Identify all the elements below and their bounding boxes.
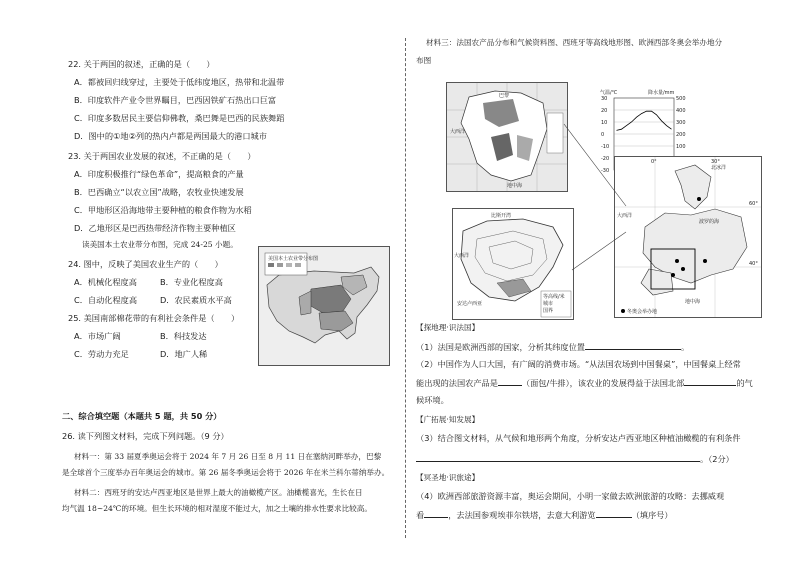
france-sea-label: 地中海 (507, 183, 523, 189)
material3-line1: 材料三：法国农产品分布和气候资料图、西班牙等高线地形图、欧洲西部冬奥会举办地分 (426, 38, 723, 47)
q25-option-a: A．市场广阔 (74, 331, 121, 341)
q26-stem: 26. 读下列图文材料，完成下列问题。（9 分） (62, 431, 229, 441)
spain-legend-contour: 等高线/米 (543, 294, 565, 300)
q3-line1: （3）结合图文材料，从气候和地形两个角度，分析安达卢西亚地区种植油橄榄的有利条件 (416, 433, 741, 443)
material1-line1: 材料一：第 33 届夏季奥运会将于 2024 年 7 月 26 日至 8 月 11 日在塞纳河畔举办，巴黎 (74, 452, 382, 461)
climate-left-tick: 30 (601, 96, 608, 102)
right-column (410, 0, 794, 561)
q24-option-d: D．农民素质水平高 (160, 295, 232, 305)
q24-stem: 24. 图中，反映了美国农业生产的（ ） (68, 259, 223, 269)
q4-answer-blank-1[interactable] (424, 508, 448, 518)
climate-left-tick: 0 (601, 132, 605, 138)
map-intro: 读美国本土农业带分布图，完成 24-25 小题。 (82, 240, 238, 249)
q22-option-d: D．图中的①地②列的热内卢都是两国最大的港口城市 (74, 131, 267, 141)
q1-text: （1）法国是欧洲西部的国家，分析其纬度位置 。 (416, 342, 690, 352)
q4-line2: 看 ，去法国参观埃菲尔铁塔，去意大利游览 （填序号） (416, 510, 673, 520)
europe-legend-label: 冬奥会举办地 (627, 309, 658, 315)
q23-option-c: C．甲地形区沿海地带主要种植的粮食作物为水稻 (74, 205, 252, 215)
france-agriculture-map (446, 82, 568, 192)
climate-left-tick: -10 (601, 144, 610, 150)
q22-option-b: B．印度软件产业令世界瞩目，巴西因铁矿石热出口巨富 (74, 95, 277, 105)
q23-stem: 23. 关于两国农业发展的叙述，不正确的是（ ） (68, 151, 256, 161)
europe-olympics-map (614, 156, 762, 318)
q23-option-b: B．巴西确立“以农立国”战略，农牧业快速发展 (74, 187, 244, 197)
q3-answer-blank[interactable] (416, 452, 700, 462)
spain-contour-map (452, 208, 574, 320)
spain-legend-city: 城市 (543, 301, 554, 307)
map-connector-lines (560, 120, 633, 290)
q2-line3: 候环境。 (416, 395, 449, 405)
us-agriculture-map (258, 246, 390, 366)
climate-right-tick: 300 (676, 120, 686, 126)
q2-answer-blank-1[interactable] (498, 376, 522, 386)
climate-left-tick: 20 (601, 108, 608, 114)
spain-ocean-label: 大西洋 (454, 253, 470, 259)
tag-holy-land: 【冥圣地·识旅途】 (416, 473, 480, 482)
climate-left-tick: 10 (601, 120, 608, 126)
q2-answer-blank-2[interactable] (684, 376, 736, 386)
q22-option-c: C．印度多数居民主要信仰佛教，桑巴舞是巴西的民族舞蹈 (74, 113, 285, 123)
climate-axis-right-label: 降水量/mm (648, 90, 675, 96)
q22-stem: 22. 关于两国的叙述，正确的是（ ） (68, 59, 215, 69)
section-2-heading: 二、综合填空题（本题共 5 题，共 50 分） (62, 411, 222, 421)
climate-right-tick: 100 (676, 144, 686, 150)
europe-north-label: 北冰洋 (711, 165, 727, 171)
europe-lon0-label: 0° (651, 159, 657, 165)
q24-option-c: C．自动化程度高 (74, 295, 138, 305)
q2-line2: 能出现的法国农产品是 （面包/牛排），该农业的发展得益于法国北部 的气 (416, 378, 753, 388)
q24-option-b: B．专业化程度高 (160, 277, 223, 287)
column-divider (405, 38, 406, 538)
tag-expand-development: 【广拓展·知发展】 (416, 415, 480, 424)
q4-answer-blank-2[interactable] (596, 508, 632, 518)
climate-right-tick: 500 (676, 96, 686, 102)
q25-stem: 25. 美国南部棉花带的有利社会条件是（ ） (68, 313, 240, 323)
spain-legend-border: 国界 (543, 308, 554, 314)
tag-explore-france: 【探地理·识法国】 (416, 323, 480, 332)
us-map-legend-title: 美国本土农业带分布图 (268, 256, 319, 262)
q23-option-d: D．乙地形区是巴西热带经济作物主要种植区 (74, 223, 236, 233)
europe-baltic-label: 波罗的海 (699, 219, 720, 225)
europe-lat60-label: 60° (749, 201, 758, 207)
q25-option-c: C．劳动力充足 (74, 349, 129, 359)
spain-bay-label: 比斯开湾 (491, 213, 512, 219)
europe-sea-label: 地中海 (685, 299, 701, 305)
france-ocean-label: 大西洋 (450, 129, 466, 135)
q1-answer-blank[interactable] (585, 340, 681, 350)
material2-line1: 材料二：西班牙的安达卢西亚地区是世界上最大的油橄榄产区。油橄榄喜光，生长在日 (74, 488, 363, 497)
q4-line1: （4）欧洲西部旅游资源丰富，奥运会期间，小明一家做去欧洲旅游的攻略：去挪威观 (416, 491, 725, 501)
europe-lat40-label: 40° (749, 261, 758, 267)
climate-left-tick: -20 (601, 156, 610, 162)
q3-line2: 。（2分） (416, 452, 734, 465)
spain-region-label: 安达卢西亚 (457, 301, 483, 307)
climate-right-tick: 200 (676, 132, 686, 138)
q23-option-a: A．印度积极推行“绿色革命”，提高粮食的产量 (74, 169, 244, 179)
q25-option-d: D．地广人稀 (160, 349, 208, 359)
q2-line1: （2）中国作为人口大国，有广阔的消费市场。“从法国农场到中国餐桌”，中国餐桌上经常 (416, 359, 741, 369)
climate-axis-left-label: 气温/℃ (600, 90, 618, 96)
climate-left-tick: -30 (601, 168, 610, 174)
material1-line2: 是全球首个三度举办百年奥运会的城市。第 26 届冬季奥运会将于 2026 年在米兰科尔蒂纳举办。 (62, 468, 390, 477)
q24-option-a: A．机械化程度高 (74, 277, 137, 287)
europe-lon30-label: 30° (711, 159, 720, 165)
material2-line2: 均气温 18~24℃的环境。但生长环境的相对湿度不能过大，加之土壤的排水性要求比较高。 (62, 504, 372, 513)
material3-line2: 布图 (416, 56, 432, 65)
q22-option-a: A．都被回归线穿过，主要处于低纬度地区，热带和北温带 (74, 77, 285, 87)
q25-option-b: B．科技发达 (160, 331, 207, 341)
climate-right-tick: 400 (676, 108, 686, 114)
france-capital-label: 巴黎 (499, 93, 510, 99)
europe-ocean-label: 大西洋 (617, 213, 633, 219)
